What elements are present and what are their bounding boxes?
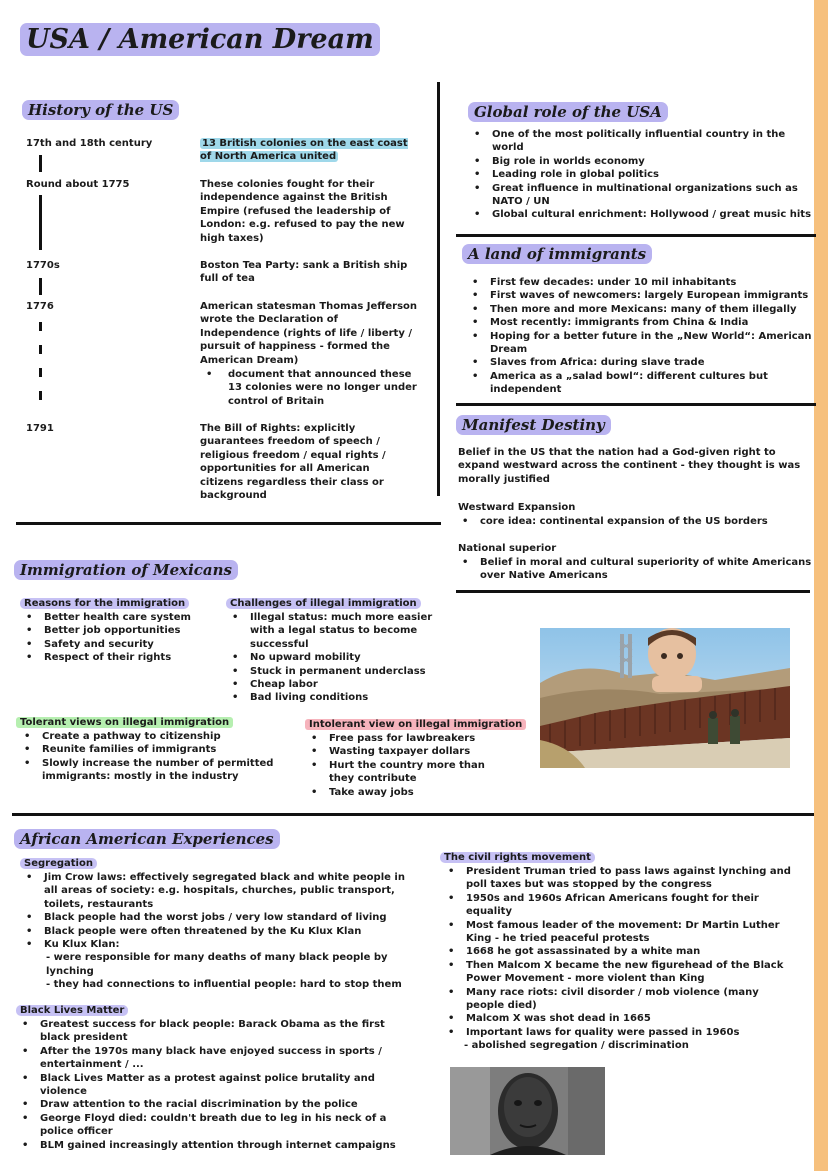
list-item: • Cheap labor — [228, 678, 438, 691]
list-item: • Ku Klux Klan: — [22, 938, 417, 951]
list-item: • Bad living conditions — [228, 691, 438, 704]
list-item: • Stuck in permanent underclass — [228, 665, 438, 678]
list-item: • After the 1970s many black have enjoyed success in sports / entertainment / ... — [18, 1045, 418, 1072]
westward-list — [458, 515, 808, 528]
list-item: • President Truman tried to pass laws against lynching and poll taxes but was stopped by the congress — [444, 865, 792, 892]
tolerant-list — [20, 730, 290, 784]
immigrants-list — [468, 276, 814, 397]
list-item: • Wasting taxpayer dollars — [307, 745, 507, 758]
list-item: • America as a „salad bowl“: different cultures but independent — [468, 370, 814, 397]
list-item: • Then more and more Mexicans: many of them illegally — [468, 303, 814, 316]
timeline-text: These colonies fought for their independence against the British Empire (refused the leadership of London: e.g. refused to pay the new high taxes) — [200, 179, 405, 244]
list-item: • Hurt the country more than they contribute — [307, 759, 507, 786]
page-title: USA / American Dream — [20, 24, 380, 55]
list-item: • Most recently: immigrants from China & India — [468, 316, 814, 329]
list-item: • Global cultural enrichment: Hollywood / great music hits — [470, 208, 812, 221]
list-item: • BLM gained increasingly attention through internet campaigns — [18, 1139, 418, 1152]
list-item: • 1668 he got assassinated by a white man — [444, 945, 792, 958]
timeline-text: The Bill of Rights: explicitly guarantees freedom of speech / religious freedom / equal rights / opportunities for all American citizens regardless their class or background — [200, 423, 386, 502]
list-item: • Black people had the worst jobs / very low standard of living — [22, 911, 417, 924]
list-item: - they had connections to influential people: hard to stop them — [46, 979, 402, 991]
list-item: • Hoping for a better future in the „New World“: American Dream — [468, 330, 814, 357]
intolerant-list — [307, 732, 507, 799]
westward-title: Westward Expansion — [458, 502, 576, 513]
timeline-date: Round about 1775 — [26, 179, 130, 190]
list-item: • Safety and security — [22, 638, 212, 651]
list-item: • document that announced these 13 colonies were no longer under control of Britain — [200, 368, 418, 408]
civil-rights-list — [444, 865, 792, 1053]
timeline-line — [39, 195, 42, 250]
list-item: • Leading role in global politics — [470, 168, 812, 181]
timeline-dash — [39, 368, 42, 377]
timeline-date: 1776 — [26, 301, 54, 312]
list-item: • Big role in worlds economy — [470, 155, 812, 168]
list-item: • First few decades: under 10 mil inhabitants — [468, 276, 814, 289]
intolerant-title: Intolerant view on illegal immigration — [305, 718, 526, 731]
history-heading: History of the US — [22, 101, 179, 119]
list-item: - were responsible for many deaths of many black people by lynching — [46, 952, 388, 977]
national-list — [458, 556, 814, 583]
challenges-title: Challenges of illegal immigration — [226, 597, 421, 610]
list-item: • Then Malcom X became the new figurehead of the Black Power Movement - more violent than King — [444, 959, 792, 986]
list-item: • No upward mobility — [228, 651, 438, 664]
timeline-dash — [39, 391, 42, 400]
list-item: • Most famous leader of the movement: Dr Martin Luther King - he tried peaceful protests — [444, 919, 792, 946]
global-list — [470, 128, 812, 222]
section-divider — [16, 522, 441, 525]
list-item: • Take away jobs — [307, 786, 507, 799]
list-item: • Great influence in multinational organizations such as NATO / UN — [470, 182, 812, 209]
blm-list — [18, 1018, 418, 1152]
list-item: • Better job opportunities — [22, 624, 212, 637]
list-item: • Black people were often threatened by the Ku Klux Klan — [22, 925, 417, 938]
timeline-text: 13 British colonies on the east coast of North America united — [200, 138, 408, 163]
timeline-date: 1770s — [26, 260, 60, 271]
timeline-text: American statesman Thomas Jefferson wrote the Declaration of Independence (rights of life / liberty / pursuit of happiness - formed the American Dream) • document that announced these 13 colonies were no longer under control of Britain — [200, 300, 418, 408]
reasons-title: Reasons for the immigration — [20, 597, 189, 610]
list-item: • Illegal status: much more easier with a legal status to become successful — [228, 611, 438, 651]
timeline-dash — [39, 345, 42, 354]
segregation-list — [22, 871, 417, 992]
page-edge-stripe — [814, 0, 828, 1171]
list-item: • Black Lives Matter as a protest against police brutality and violence — [18, 1072, 418, 1099]
list-item: • Malcom X was shot dead in 1665 — [444, 1012, 792, 1025]
list-item: • 1950s and 1960s African Americans fought for their equality — [444, 892, 792, 919]
list-item: • Draw attention to the racial discrimination by the police — [18, 1098, 418, 1111]
list-item: • Belief in moral and cultural superiority of white Americans over Native Americans — [458, 556, 814, 583]
timeline-date: 17th and 18th century — [26, 138, 153, 149]
section-divider — [12, 813, 814, 816]
national-title: National superior — [458, 543, 557, 554]
african-heading: African American Experiences — [14, 830, 280, 848]
list-item: • George Floyd died: couldn't breath due to leg in his neck of a police officer — [18, 1112, 418, 1139]
challenges-list — [228, 611, 438, 705]
global-heading: Global role of the USA — [468, 103, 668, 121]
section-divider — [456, 590, 810, 593]
border-wall-photo — [540, 628, 790, 768]
blm-title: Black Lives Matter — [16, 1004, 128, 1017]
list-item: • Jim Crow laws: effectively segregated black and white people in all areas of society: e.g. hospitals, churches, public transport, toilets, restaurants — [22, 871, 417, 911]
manifest-heading: Manifest Destiny — [456, 416, 611, 434]
list-item: • Slaves from Africa: during slave trade — [468, 356, 814, 369]
timeline-text: Boston Tea Party: sank a British ship full of tea — [200, 260, 408, 285]
list-item: • Create a pathway to citizenship — [20, 730, 290, 743]
reasons-list — [22, 611, 212, 665]
tolerant-title: Tolerant views on illegal immigration — [16, 716, 233, 729]
timeline-line — [39, 278, 42, 295]
segregation-title: Segregation — [20, 857, 97, 870]
timeline-dash — [39, 322, 42, 331]
list-item: • Reunite families of immigrants — [20, 743, 290, 756]
list-item: • One of the most politically influential country in the world — [470, 128, 812, 155]
list-item: - abolished segregation / discrimination — [464, 1040, 689, 1052]
list-item: • core idea: continental expansion of the US borders — [458, 515, 808, 528]
manifest-intro: Belief in the US that the nation had a God-given right to expand westward across the continent - they thought is was morally justified — [458, 447, 801, 485]
section-divider — [456, 403, 816, 406]
immigrants-heading: A land of immigrants — [462, 245, 652, 263]
list-item: • Important laws for quality were passed in 1960s — [444, 1026, 792, 1039]
column-divider — [437, 82, 440, 496]
list-item: • Better health care system — [22, 611, 212, 624]
portrait-photo — [450, 1067, 605, 1155]
mexicans-heading: Immigration of Mexicans — [14, 561, 238, 579]
list-item: • First waves of newcomers: largely European immigrants — [468, 289, 814, 302]
section-divider — [456, 234, 816, 237]
list-item: • Greatest success for black people: Barack Obama as the first black president — [18, 1018, 418, 1045]
list-item: • Respect of their rights — [22, 651, 212, 664]
list-item: • Free pass for lawbreakers — [307, 732, 507, 745]
list-item: • Many race riots: civil disorder / mob violence (many people died) — [444, 986, 792, 1013]
list-item: • Slowly increase the number of permitted immigrants: mostly in the industry — [20, 757, 290, 784]
civil-rights-title: The civil rights movement — [440, 851, 595, 864]
timeline-date: 1791 — [26, 423, 54, 434]
timeline-line — [39, 155, 42, 172]
